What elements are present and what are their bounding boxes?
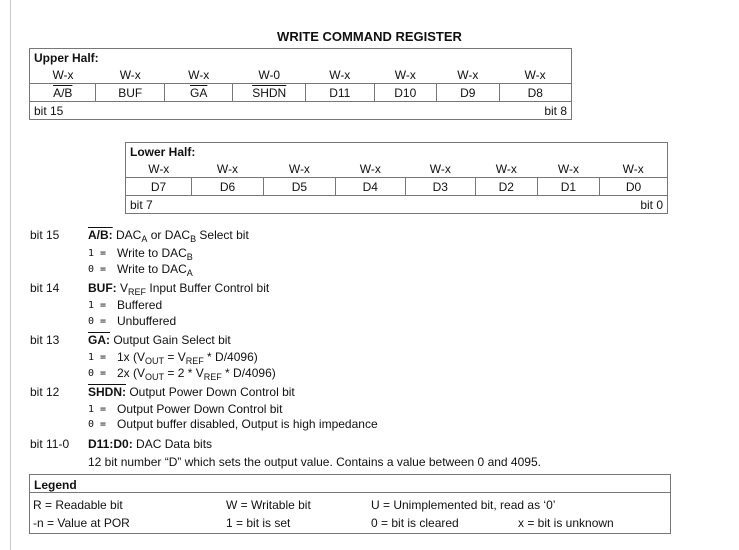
bit-cell-d2: D2 (475, 178, 537, 196)
upper-half-register (29, 48, 572, 120)
access-cell: W-x (495, 161, 517, 176)
bit13-opt1: 1x $(V_{OUT} = V_{REF} * D/4096)$ (117, 350, 258, 366)
bit-cell-d10: D10 (374, 84, 437, 102)
access-cell: W-x (394, 67, 416, 82)
legend-cleared: 0 = bit is cleared (371, 516, 459, 530)
upper-bits-row (30, 84, 572, 102)
bit15-opt1: Write to $DAC_B$ (117, 246, 193, 262)
bit13-opt0-key: 0 = (88, 368, 107, 379)
bit-cell-shdn: SHDN (233, 84, 306, 102)
lower-bits-row (126, 178, 668, 196)
bit12-opt0: Output buffer disabled, Output is high impedance (117, 417, 378, 431)
access-cell: W-x (30, 66, 96, 84)
page-left-edge (0, 0, 11, 550)
legend-writable: W = Writable bit (226, 498, 311, 512)
bit11-0-name: D11:D0: (88, 437, 133, 451)
bit-cell-d0: D0 (599, 178, 667, 196)
bit15-name: A/B: (88, 228, 113, 242)
access-cell: W-x (288, 161, 310, 176)
upper-half-label: Upper Half: (30, 49, 572, 67)
lower-bit-right: bit 0 (640, 197, 663, 212)
bit14-opt1-key: 1 = (88, 300, 107, 311)
access-cell: W-x (216, 161, 239, 176)
bit-cell-ga: $\overline{GA}$ (165, 84, 233, 102)
bit11-0-description: D11:D0: DAC Data bits (88, 437, 213, 451)
access-cell: W-x (188, 67, 210, 82)
access-cell: W-x (119, 67, 141, 82)
upper-bit-range (30, 102, 572, 120)
bit14-label: bit 14 (30, 281, 60, 295)
bit14-opt0-key: 0 = (88, 316, 107, 327)
bit12-opt1-key: 1 = (88, 404, 107, 415)
legend-title: Legend (34, 478, 77, 492)
bit12-opt1: Output Power Down Control bit (117, 402, 283, 416)
lower-bit-left: bit 7 (130, 197, 153, 212)
upper-bit-right: bit 8 (544, 103, 567, 118)
upper-bit-left: bit 15 (34, 103, 64, 118)
bit15-label: bit 15 (30, 228, 60, 242)
bit15-opt1-key: 1 = (88, 248, 107, 259)
bit13-opt1-key: 1 = (88, 352, 107, 363)
access-cell: W-x (599, 160, 667, 178)
bit15-opt0: Write to $DAC_A$ (117, 262, 193, 278)
bit13-label: bit 13 (30, 333, 60, 347)
bit-cell-d5: D5 (263, 178, 335, 196)
access-cell: W-x (359, 161, 381, 176)
access-cell: W-x (457, 67, 479, 82)
bit-cell-d7: D7 (126, 178, 192, 196)
bit11-0-detail: 12 bit number “D” which sets the output value. Contains a value between 0 and 4095. (88, 455, 541, 469)
bit13-description: GA: Output Gain Select bit (88, 333, 231, 347)
bit14-opt0: Unbuffered (117, 314, 177, 328)
bit-cell-buf: BUF (96, 84, 165, 102)
bit-cell-d3: D3 (405, 178, 475, 196)
access-cell: W-x (557, 161, 579, 176)
page-title: WRITE COMMAND REGISTER (277, 29, 462, 44)
bit14-opt1: Buffered (117, 298, 163, 312)
legend-unimplemented: U = Unimplemented bit, read as ‘0’ (371, 498, 556, 512)
legend-por: -n = Value at POR (33, 516, 130, 530)
bit-cell-d1: D1 (537, 178, 599, 196)
bit14-description: BUF: $V_{REF}$ Input Buffer Control bit (88, 281, 270, 297)
bit-cell-d4: D4 (335, 178, 405, 196)
bit11-0-label: bit 11-0 (30, 437, 70, 451)
bit13-name: GA: (88, 333, 110, 347)
access-cell: W-x (499, 66, 571, 84)
bit15-opt0-key: 0 = (88, 264, 107, 275)
lower-bit-range (126, 196, 668, 214)
upper-access-row (30, 66, 572, 84)
bit14-name: BUF: (88, 281, 117, 295)
legend-unknown: x = bit is unknown (518, 516, 614, 530)
access-cell: W-x (429, 161, 451, 176)
bit-cell-d11: D11 (306, 84, 374, 102)
bit12-name: SHDN: (88, 385, 126, 399)
access-cell: W-0 (258, 67, 281, 82)
lower-half-register (125, 142, 668, 214)
bit-cell-d9: D9 (437, 84, 499, 102)
lower-half-label: Lower Half: (126, 143, 668, 161)
bit-cell-d8: D8 (499, 84, 571, 102)
bit-cell-ab: A/B (30, 84, 96, 102)
bit15-description: A/B: $DAC_A$ or $DAC_B$ Select bit (88, 228, 249, 244)
bit12-label: bit 12 (30, 385, 60, 399)
bit13-opt0: 2x $(V_{OUT} = 2 * V_{REF} * D/4096)$ (117, 366, 276, 382)
access-cell: W-x (126, 160, 192, 178)
lower-access-row (126, 160, 668, 178)
bit12-description: SHDN: Output Power Down Control bit (88, 385, 295, 399)
access-cell: W-x (329, 67, 351, 82)
bit-cell-d6: D6 (192, 178, 264, 196)
bit12-opt0-key: 0 = (88, 419, 107, 430)
legend-readable: R = Readable bit (33, 498, 123, 512)
legend-set: 1 = bit is set (226, 516, 291, 530)
